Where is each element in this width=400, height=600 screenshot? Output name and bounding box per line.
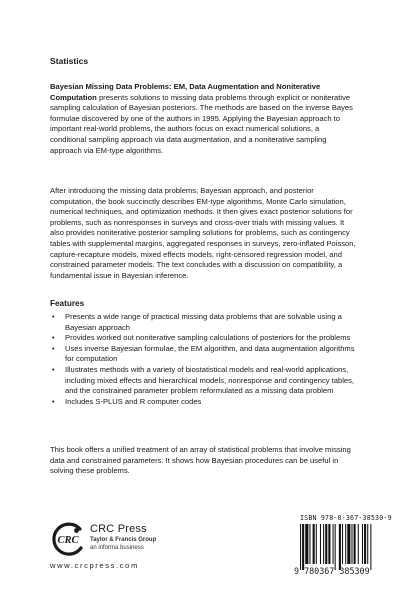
publisher-name: CRC Press bbox=[90, 523, 147, 535]
barcode-bar bbox=[351, 524, 352, 564]
crc-logo-icon bbox=[50, 521, 86, 557]
barcode-bar bbox=[300, 524, 301, 570]
bullet-icon: • bbox=[52, 364, 55, 374]
feature-text: Illustrates methods with a variety of biostatistical models and real-world applications, including mixed effects and hierarchical models, nonresponse and contingency tables, and the constrained parameter problem reformulated as a missing data problem bbox=[65, 364, 355, 396]
barcode-bar bbox=[309, 524, 310, 564]
barcode-bar bbox=[364, 524, 366, 564]
intro-paragraph bbox=[50, 82, 356, 156]
barcode-bar bbox=[354, 524, 356, 564]
barcode-bar bbox=[313, 524, 315, 564]
feature-item bbox=[50, 365, 356, 397]
category-label: Statistics bbox=[50, 56, 89, 66]
feature-item bbox=[50, 397, 356, 408]
feature-item bbox=[50, 312, 356, 333]
barcode-bar bbox=[339, 524, 341, 570]
features-list bbox=[50, 312, 356, 407]
bullet-icon: • bbox=[52, 396, 55, 406]
feature-item bbox=[50, 344, 356, 365]
barcode-bar bbox=[320, 524, 321, 564]
logo-text: CRC bbox=[57, 535, 79, 546]
publisher-business: an informa business bbox=[90, 545, 144, 551]
barcode-bar bbox=[358, 524, 359, 564]
barcode-bar bbox=[362, 524, 363, 564]
barcode-bar bbox=[333, 524, 334, 564]
feature-text: Includes S-PLUS and R computer codes bbox=[65, 396, 202, 406]
barcode-bar bbox=[323, 524, 324, 564]
isbn-label: ISBN 978-0-367-38530-9 bbox=[300, 514, 392, 522]
barcode-icon bbox=[300, 524, 400, 570]
feature-item bbox=[50, 333, 356, 344]
bullet-icon: • bbox=[52, 343, 55, 353]
barcode-bar bbox=[328, 524, 330, 564]
barcode-bar bbox=[305, 524, 308, 564]
barcode-bar bbox=[335, 524, 336, 570]
barcode-bar bbox=[316, 524, 317, 564]
summary-paragraph: This book offers a unified treatment of an array of statistical problems that involve missing data and constrained parameters. It shows how Bayesian procedures can be useful in solving these problems. bbox=[50, 445, 351, 476]
barcode-digits: 9 780367 385309 bbox=[294, 566, 370, 576]
cover-content bbox=[50, 0, 392, 600]
barcode-bar bbox=[325, 524, 327, 564]
barcode-bar bbox=[342, 524, 343, 564]
features-heading: Features bbox=[50, 299, 85, 308]
publisher-group: Taylor & Francis Group bbox=[90, 537, 157, 543]
barcode-block bbox=[294, 514, 400, 578]
barcode-bar bbox=[345, 524, 346, 564]
feature-text: Provides worked out noniterative sampling calculations of posteriors for the problems bbox=[65, 333, 351, 343]
bullet-icon: • bbox=[52, 333, 55, 343]
publisher-block bbox=[50, 521, 210, 573]
intro-text: presents solutions to missing data problems through explicit or noniterative sampling calculation of Bayesian posteriors. The methods are based on the inverse Bayes formulae discovered by one of the authors in 1995. Applying the Bayesian approach to important real-world problems, the authors focus on exact numerical solutions, a conditional sampling approach via data augmentation, and a noniterative sampling approach via EM-type algorithms. bbox=[50, 92, 353, 155]
publisher-url: www.crcpress.com bbox=[50, 561, 139, 570]
bullet-icon: • bbox=[52, 312, 55, 321]
description-paragraph: After introducing the missing data problems, Bayesian approach, and posterior computation, the book succinctly describes EM-type algorithms, Monte Carlo simulation, numerical techniques, and optimization methods. It then gives exact posterior solutions for problems, such as nonresponses in surveys and cross-over trials with missing values. It also provides noniterative posterior sampling solutions for problems, such as contingency tables with supplemental margins, aggregated responses in surveys, zero-inflated Poisson, capture-recapture models, mixed effects models, right-censored regression model, and constrained parameter models. The text concludes with a discussion on compatibility, a fundamental issue in Bayesian inference. bbox=[50, 186, 356, 280]
barcode-bar bbox=[347, 524, 350, 564]
barcode-bar bbox=[370, 524, 371, 570]
feature-text: Presents a wide range of practical missing data problems that are solvable using a Bayesian approach bbox=[65, 312, 342, 332]
barcode-bar bbox=[367, 524, 368, 564]
book-title: Bayesian Missing Data Problems: EM, Data Augmentation and Noniterative Computation bbox=[50, 82, 321, 102]
barcode-bar bbox=[302, 524, 304, 570]
feature-text: Uses inverse Bayesian formulae, the EM algorithm, and data augmentation algorithms for computation bbox=[65, 343, 355, 364]
